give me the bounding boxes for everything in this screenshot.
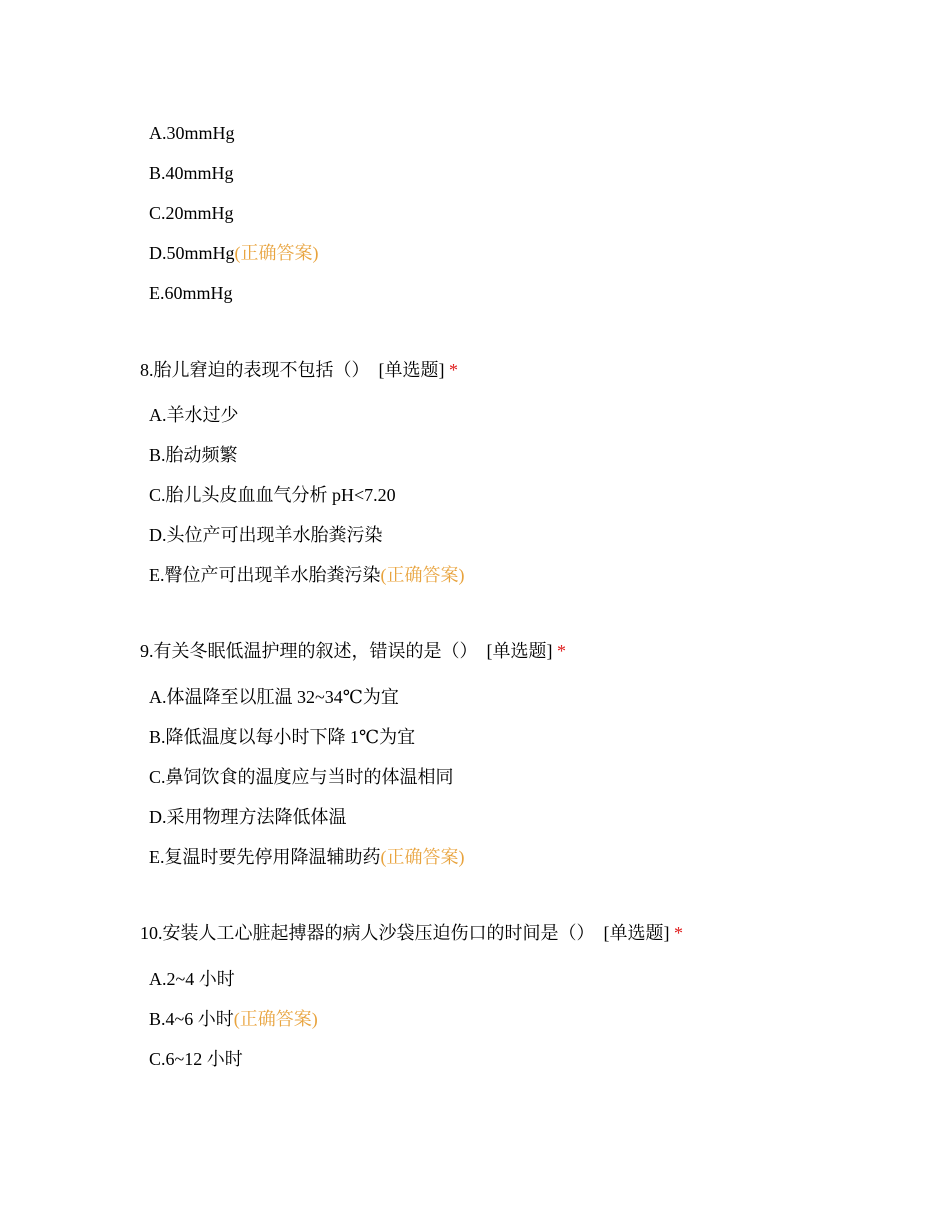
option-9c: C.鼻饲饮食的温度应与当时的体温相同: [149, 767, 454, 787]
question-type: [单选题]: [603, 923, 670, 943]
option-7c: C.20mmHg: [149, 203, 234, 223]
option-10b: B.4~6 小时(正确答案): [149, 1009, 318, 1029]
option-8b: B.胎动频繁: [149, 445, 238, 465]
question-type: [单选题]: [486, 641, 553, 661]
option-8a: A.羊水过少: [149, 405, 239, 425]
option-9d: D.采用物理方法降低体温: [149, 807, 347, 827]
required-mark: *: [449, 360, 458, 380]
required-mark: *: [557, 641, 566, 661]
option-8c: C.胎儿头皮血血气分析 pH<7.20: [149, 485, 396, 505]
option-7b: B.40mmHg: [149, 163, 234, 183]
correct-answer-tag: (正确答案): [233, 1009, 318, 1029]
option-9a: A.体温降至以肛温 32~34℃为宜: [149, 687, 399, 707]
option-9e: E.复温时要先停用降温辅助药(正确答案): [149, 847, 465, 867]
option-10c: C.6~12 小时: [149, 1049, 243, 1069]
option-9b: B.降低温度以每小时下降 1℃为宜: [149, 727, 416, 747]
option-8d: D.头位产可出现羊水胎粪污染: [149, 525, 383, 545]
option-10a: A.2~4 小时: [149, 969, 235, 989]
required-mark: *: [674, 923, 683, 943]
option-8e: E.臀位产可出现羊水胎粪污染(正确答案): [149, 565, 465, 585]
correct-answer-tag: (正确答案): [234, 243, 319, 263]
correct-answer-tag: (正确答案): [380, 565, 465, 585]
correct-answer-tag: (正确答案): [380, 847, 465, 867]
question-8-title: 8.胎儿窘迫的表现不包括（） [单选题] *: [140, 360, 458, 380]
question-type: [单选题]: [378, 360, 445, 380]
option-7e: E.60mmHg: [149, 283, 233, 303]
question-10-title: 10.安装人工心脏起搏器的病人沙袋压迫伤口的时间是（） [单选题] *: [140, 923, 683, 943]
option-7d: D.50mmHg(正确答案): [149, 243, 319, 263]
question-9-title: 9.有关冬眠低温护理的叙述，错误的是（） [单选题] *: [140, 641, 566, 661]
option-7a: A.30mmHg: [149, 123, 235, 143]
